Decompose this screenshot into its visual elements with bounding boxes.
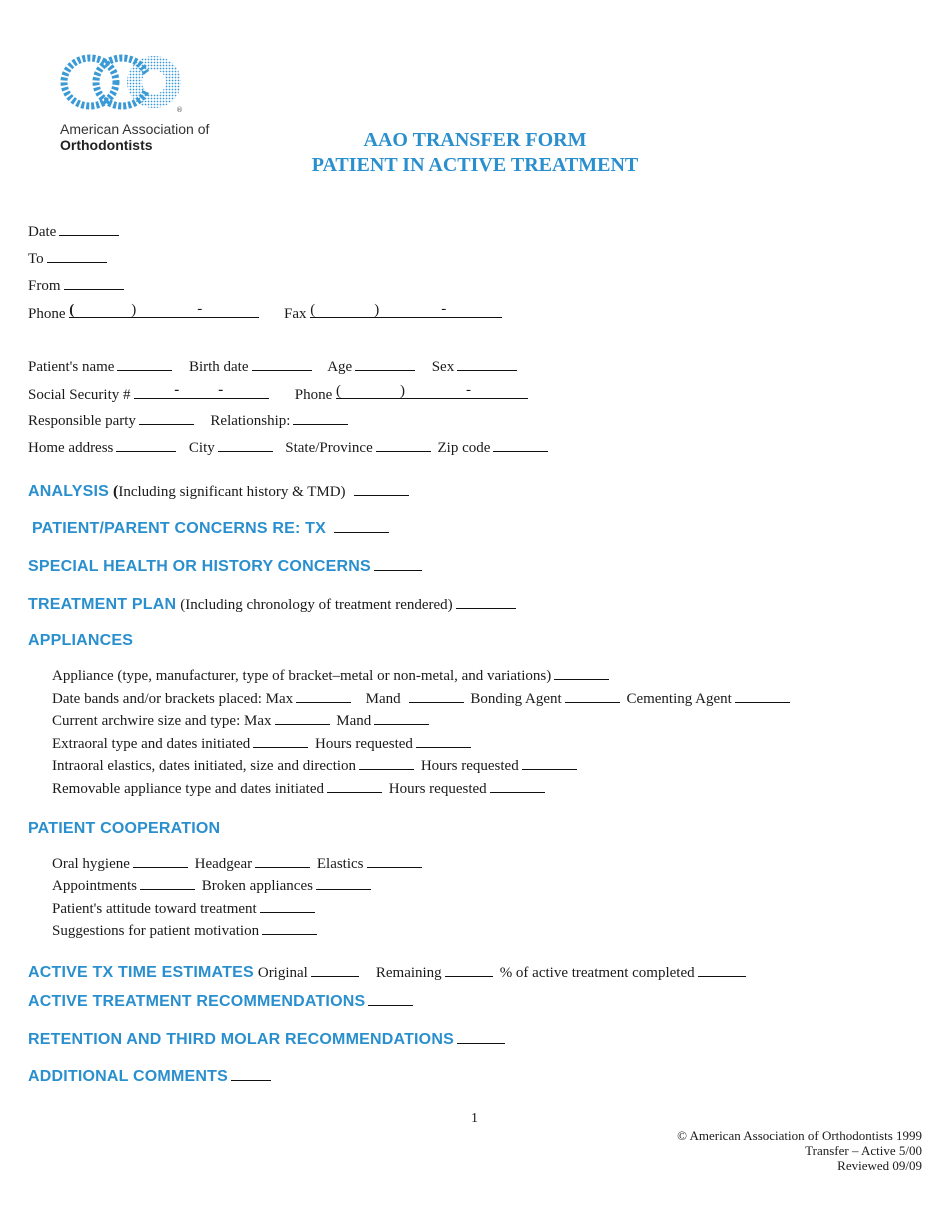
patient-phone-blank[interactable]: ( ) - [336,384,528,399]
appointments-blank[interactable] [140,876,195,890]
cooperation-row-3 [52,899,318,918]
analysis-section [28,482,412,501]
archwire-mand-blank[interactable] [374,711,429,725]
responsible-party-blank[interactable] [139,411,194,425]
fax-blank[interactable]: ( ) - [310,303,502,318]
headgear-blank[interactable] [255,854,310,868]
appliances-section [28,632,133,650]
responsible-party-label: Responsible party [28,413,136,429]
removable-label: Removable appliance type and dates initiated [52,781,324,797]
percent-label: % of active treatment completed [499,965,695,981]
treatment-plan-note: (Including chronology of treatment rendered) [180,597,453,613]
appliances-heading: APPLIANCES [28,632,134,649]
age-blank[interactable] [355,357,415,371]
home-address-blank[interactable] [116,438,176,452]
date-bands-max-blank[interactable] [296,689,351,703]
appliance-type-blank[interactable] [554,666,609,680]
city-label: City [188,440,215,456]
sex-blank[interactable] [457,357,517,371]
appliance-type-label: Appliance (type, manufacturer, type of bracket–metal or non-metal, and variations) [52,668,552,684]
archwire-max-blank[interactable] [275,711,330,725]
extraoral-hours-blank[interactable] [416,734,471,748]
footer-info [677,1128,922,1173]
age-label: Age [327,359,353,375]
from-label: From [28,278,61,294]
phone-blank[interactable]: ( ) - [69,303,259,318]
ssn-label: Social Security # [28,387,131,403]
removable-blank[interactable] [327,779,382,793]
appliance-row-2 [52,689,793,708]
form-title-line2: PATIENT IN ACTIVE TREATMENT [311,154,639,176]
intraoral-blank[interactable] [359,756,414,770]
intraoral-hours-blank[interactable] [522,756,577,770]
additional-heading: ADDITIONAL COMMENTS [28,1068,228,1085]
oral-hygiene-label: Oral hygiene [52,856,130,872]
patient-row-2 [28,384,528,404]
active-recs-section [28,992,416,1011]
appliance-row-4 [52,734,474,753]
elastics-label: Elastics [316,856,364,872]
special-health-heading: SPECIAL HEALTH OR HISTORY CONCERNS [28,558,371,575]
patient-phone-label: Phone [294,387,333,403]
retention-section [28,1030,508,1049]
analysis-blank[interactable] [354,482,409,496]
date-label: Date [28,224,57,240]
treatment-plan-heading: TREATMENT PLAN [28,596,177,613]
cementing-agent-label: Cementing Agent [626,691,732,707]
reviewed: Reviewed 09/09 [837,1158,922,1173]
broken-appliances-blank[interactable] [316,876,371,890]
intraoral-label: Intraoral elastics, dates initiated, size and direction [52,758,357,774]
broken-appliances-label: Broken appliances [201,878,313,894]
cooperation-section [28,820,220,838]
date-bands-label: Date bands and/or brackets placed: Max [52,691,294,707]
phone-field[interactable] [28,303,259,323]
sex-label: Sex [431,359,455,375]
birth-date-label: Birth date [188,359,249,375]
cooperation-row-4 [52,921,320,940]
bonding-agent-label: Bonding Agent [470,691,562,707]
analysis-heading: ANALYSIS [28,483,110,500]
additional-section [28,1067,274,1086]
removable-hours-blank[interactable] [490,779,545,793]
original-blank[interactable] [311,963,359,977]
relationship-label: Relationship: [210,413,291,429]
appliance-row-1 [52,666,612,685]
active-tx-section [28,963,749,982]
appliance-row-5 [52,756,580,775]
patient-row-3 [28,411,351,430]
retention-blank[interactable] [457,1030,505,1044]
elastics-blank[interactable] [367,854,422,868]
percent-blank[interactable] [698,963,746,977]
archwire-mand-label: Mand [336,713,372,729]
to-blank[interactable] [47,249,107,263]
concerns-blank[interactable] [334,519,389,533]
concerns-heading: PATIENT/PARENT CONCERNS RE: TX [32,520,327,537]
special-health-blank[interactable] [374,557,422,571]
removable-hours-label: Hours requested [388,781,487,797]
copyright: © American Association of Orthodontists 1999 [677,1128,922,1143]
suggestions-label: Suggestions for patient motivation [52,923,260,939]
cooperation-heading: PATIENT COOPERATION [28,820,221,837]
additional-blank[interactable] [231,1067,271,1081]
active-tx-heading: ACTIVE TX TIME ESTIMATES [28,964,254,981]
from-field[interactable] [28,276,127,295]
patient-row-4 [28,438,551,457]
analysis-paren: ( [113,483,119,500]
zip-blank[interactable] [493,438,548,452]
appliance-row-3 [52,711,432,730]
active-recs-blank[interactable] [368,992,413,1006]
city-blank[interactable] [218,438,273,452]
analysis-note: Including significant history & TMD) [118,484,346,500]
appliance-row-6 [52,779,548,798]
cooperation-row-1 [52,854,425,873]
page-number: 1 [471,1111,478,1126]
retention-heading: RETENTION AND THIRD MOLAR RECOMMENDATIONS [28,1031,454,1048]
cooperation-row-2 [52,876,374,895]
extraoral-hours-label: Hours requested [315,736,413,752]
intraoral-hours-label: Hours requested [420,758,519,774]
to-field[interactable] [28,249,110,268]
concerns-section [32,519,392,538]
patient-name-blank[interactable] [117,357,172,371]
bonding-agent-blank[interactable] [565,689,620,703]
oral-hygiene-blank[interactable] [133,854,188,868]
relationship-blank[interactable] [293,411,348,425]
extraoral-label: Extraoral type and dates initiated [52,736,251,752]
archwire-label: Current archwire size and type: Max [52,713,272,729]
date-field[interactable] [28,222,122,241]
ssn-blank[interactable]: - - [134,384,269,399]
state-label: State/Province [285,440,373,456]
home-address-label: Home address [28,440,114,456]
treatment-plan-blank[interactable] [456,595,516,609]
date-bands-mand-label: Mand [365,691,401,707]
appointments-label: Appointments [52,878,137,894]
attitude-label: Patient's attitude toward treatment [52,901,257,917]
date-blank[interactable] [59,222,119,236]
active-recs-heading: ACTIVE TREATMENT RECOMMENDATIONS [28,993,366,1010]
from-blank[interactable] [64,276,124,290]
date-bands-mand-blank[interactable] [409,689,464,703]
cementing-agent-blank[interactable] [735,689,790,703]
suggestions-blank[interactable] [262,921,317,935]
special-health-section [28,557,425,576]
extraoral-blank[interactable] [253,734,308,748]
original-label: Original [257,965,308,981]
phone-label: Phone [28,306,66,322]
headgear-label: Headgear [194,856,253,872]
form-title [0,129,950,177]
aao-logo [60,52,185,119]
patient-name-label: Patient's name [28,359,115,375]
treatment-plan-section [28,595,519,614]
zip-label: Zip code [437,440,491,456]
to-label: To [28,251,44,267]
remaining-blank[interactable] [445,963,493,977]
state-blank[interactable] [376,438,431,452]
form-title-line1: AAO TRANSFER FORM [363,129,587,151]
birth-date-blank[interactable] [252,357,312,371]
aao-logo-icon [60,52,185,114]
attitude-blank[interactable] [260,899,315,913]
patient-row-1 [28,357,520,376]
version: Transfer – Active 5/00 [805,1143,922,1158]
remaining-label: Remaining [375,965,442,981]
logo-line2: Orthodontists [60,137,153,153]
fax-label: Fax [284,306,307,322]
fax-field[interactable] [284,303,502,323]
svg-text:®: ® [176,106,183,114]
logo-line1: American Association of [60,121,210,137]
